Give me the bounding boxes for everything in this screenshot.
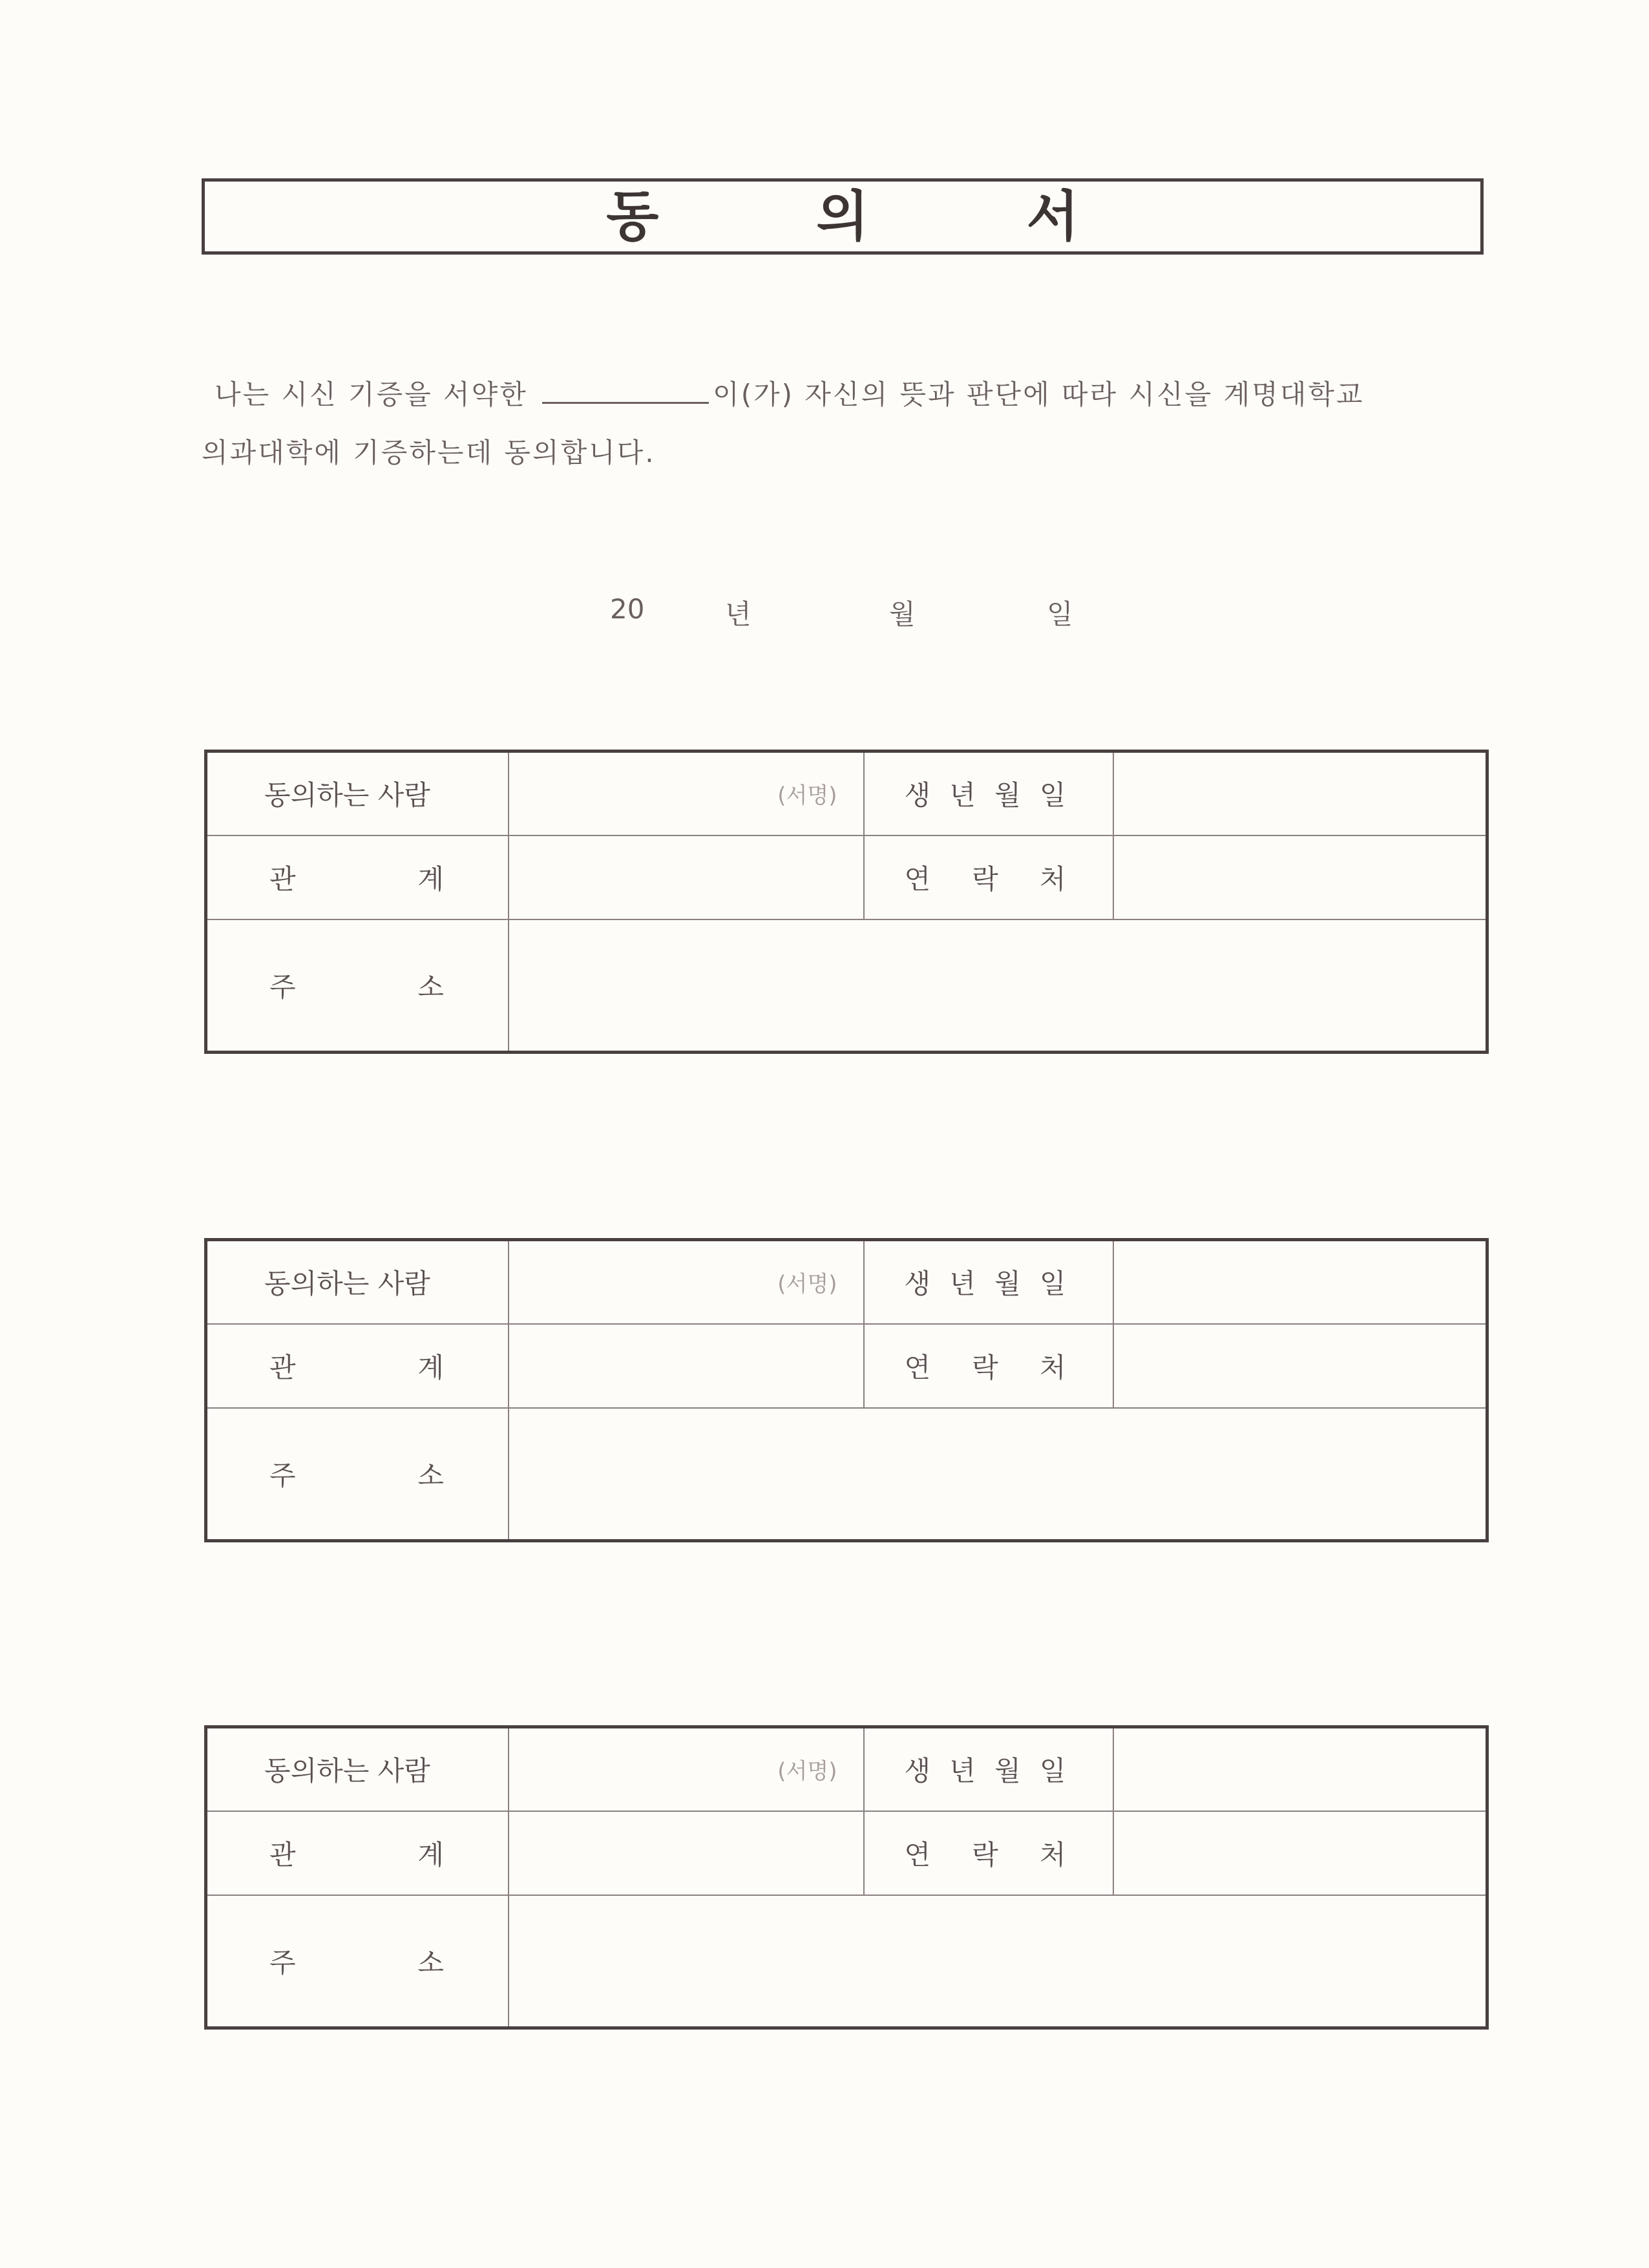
document-title bbox=[202, 178, 1484, 255]
relation-field[interactable] bbox=[509, 1811, 864, 1895]
signature-hint: (서명) bbox=[777, 1271, 837, 1297]
statement-line-1 bbox=[215, 373, 1364, 412]
contact-field[interactable] bbox=[1113, 835, 1487, 919]
contact-field[interactable] bbox=[1113, 1324, 1487, 1408]
birthdate-label-cell bbox=[864, 1727, 1113, 1811]
signature-field[interactable] bbox=[509, 751, 864, 835]
address-field[interactable] bbox=[509, 1408, 1487, 1541]
birthdate-label: 생 년 월 일 bbox=[904, 1268, 1066, 1300]
address-label-cell bbox=[206, 919, 509, 1053]
birthdate-label-cell bbox=[864, 1240, 1113, 1324]
title-char: 동 bbox=[606, 185, 659, 248]
birthdate-field[interactable] bbox=[1113, 751, 1487, 835]
birthdate-field[interactable] bbox=[1113, 1240, 1487, 1324]
relation-field[interactable] bbox=[509, 1324, 864, 1408]
title-char: 서 bbox=[1026, 185, 1079, 248]
address-label-cell bbox=[206, 1895, 509, 2028]
statement-line-2: 의과대학에 기증하는데 동의합니다. bbox=[202, 437, 656, 468]
address-field[interactable] bbox=[509, 919, 1487, 1053]
contact-label: 연 락 처 bbox=[904, 1351, 1066, 1383]
address-label: 주 소 bbox=[269, 1946, 444, 1979]
consenter-label-cell bbox=[206, 1727, 509, 1811]
date-month-label: 월 bbox=[889, 598, 916, 630]
signature-field[interactable] bbox=[509, 1240, 864, 1324]
date-day-label: 일 bbox=[1047, 598, 1073, 630]
address-label-cell bbox=[206, 1408, 509, 1541]
contact-label-cell bbox=[864, 1324, 1113, 1408]
signature-hint: (서명) bbox=[777, 1758, 837, 1785]
contact-label-cell bbox=[864, 835, 1113, 919]
consenter-table-2 bbox=[204, 1238, 1489, 1542]
date-year-prefix: 20 bbox=[610, 593, 645, 625]
relation-label-cell bbox=[206, 1811, 509, 1895]
consenter-table-3 bbox=[204, 1725, 1489, 2030]
consenter-label-cell bbox=[206, 751, 509, 835]
title-char: 의 bbox=[816, 185, 869, 248]
statement-text-before: 나는 시신 기증을 서약한 bbox=[215, 379, 528, 410]
contact-label-cell bbox=[864, 1811, 1113, 1895]
contact-field[interactable] bbox=[1113, 1811, 1487, 1895]
birthdate-label: 생 년 월 일 bbox=[904, 1755, 1066, 1787]
address-field[interactable] bbox=[509, 1895, 1487, 2028]
signature-field[interactable] bbox=[509, 1727, 864, 1811]
birthdate-field[interactable] bbox=[1113, 1727, 1487, 1811]
relation-label-cell bbox=[206, 835, 509, 919]
contact-label: 연 락 처 bbox=[904, 863, 1066, 895]
relation-label-cell bbox=[206, 1324, 509, 1408]
relation-label: 관 계 bbox=[269, 1351, 444, 1383]
relation-label: 관 계 bbox=[269, 863, 444, 895]
address-label: 주 소 bbox=[269, 1459, 444, 1491]
donor-name-blank[interactable] bbox=[542, 379, 709, 404]
birthdate-label: 생 년 월 일 bbox=[904, 779, 1066, 812]
statement-text-after: 이(가) 자신의 뜻과 판단에 따라 시신을 계명대학교 bbox=[713, 379, 1365, 410]
date-year-label: 년 bbox=[725, 598, 751, 630]
consenter-label-cell bbox=[206, 1240, 509, 1324]
consenter-label: 동의하는 사람 bbox=[264, 779, 430, 812]
address-label: 주 소 bbox=[269, 971, 444, 1003]
relation-label: 관 계 bbox=[269, 1838, 444, 1871]
consenter-label: 동의하는 사람 bbox=[264, 1755, 430, 1787]
relation-field[interactable] bbox=[509, 835, 864, 919]
signature-hint: (서명) bbox=[777, 782, 837, 809]
consenter-label: 동의하는 사람 bbox=[264, 1268, 430, 1300]
birthdate-label-cell bbox=[864, 751, 1113, 835]
contact-label: 연 락 처 bbox=[904, 1838, 1066, 1871]
consenter-table-1 bbox=[204, 750, 1489, 1054]
